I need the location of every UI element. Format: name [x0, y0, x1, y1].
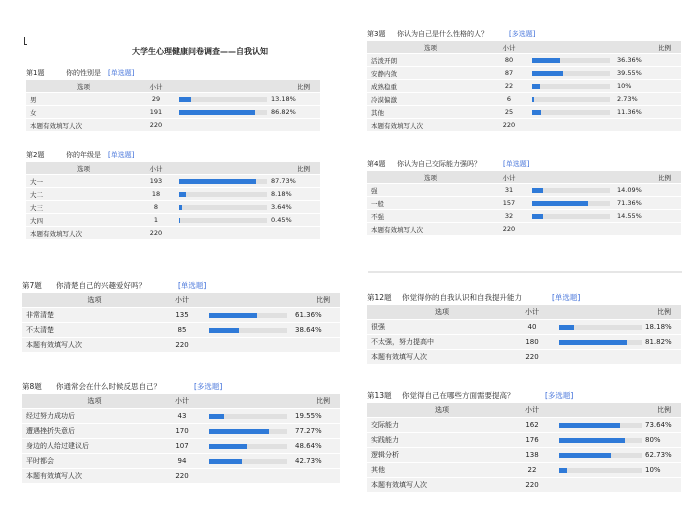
table-row: [22, 424, 340, 439]
progress-fill: [209, 414, 224, 419]
percent-label: 42.73%: [295, 457, 322, 465]
option-count: 1: [141, 214, 171, 227]
option-count: 170: [167, 424, 197, 439]
table-row: [22, 323, 340, 338]
progress-bar: [209, 429, 287, 434]
percent-label: 61.36%: [295, 311, 322, 319]
progress-bar: [179, 205, 267, 210]
progress-bar: [532, 58, 610, 63]
result-table: [26, 80, 320, 132]
percent-label: 62.73%: [645, 451, 672, 459]
question-type-tag: [单选题]: [108, 69, 135, 77]
cursor-mark: [24, 37, 27, 45]
header-option: 选项: [22, 394, 167, 409]
header-count: 小计: [167, 293, 197, 308]
ratio-cell: [171, 188, 320, 201]
progress-fill: [179, 97, 191, 102]
result-table: [367, 41, 681, 132]
header-option: 选项: [367, 41, 494, 54]
question-header: [22, 277, 340, 293]
table-row: [26, 188, 320, 201]
ratio-cell: [524, 184, 681, 197]
table-row: [22, 308, 340, 323]
header-option: 选项: [26, 162, 141, 175]
option-count: 180: [517, 335, 547, 350]
progress-fill: [532, 71, 563, 76]
option-label: 大三: [26, 201, 141, 214]
total-empty: [197, 469, 340, 484]
question-type-tag: [多选题]: [509, 30, 536, 38]
result-table: [22, 293, 340, 353]
table-row: [367, 197, 681, 210]
progress-bar: [532, 201, 610, 206]
ratio-cell: [171, 93, 320, 106]
total-empty: [524, 223, 681, 236]
option-count: 18: [141, 188, 171, 201]
header-option: 选项: [367, 305, 517, 320]
progress-bar: [532, 110, 610, 115]
question-number: 第4题: [367, 160, 386, 168]
table-row: [367, 93, 681, 106]
percent-label: 10%: [617, 82, 632, 90]
total-row: [22, 338, 340, 353]
header-option: 选项: [22, 293, 167, 308]
progress-fill: [532, 110, 541, 115]
total-empty: [547, 350, 681, 365]
table-row: [367, 210, 681, 223]
header-ratio: 比例: [524, 171, 681, 184]
ratio-cell: [197, 409, 340, 424]
ratio-cell: [524, 197, 681, 210]
option-count: 25: [494, 106, 524, 119]
option-label: 交际能力: [367, 418, 517, 433]
progress-bar: [209, 444, 287, 449]
question-text: 你清楚自己的兴趣爱好吗？: [56, 281, 146, 290]
question-1-panel: [26, 66, 320, 132]
total-count: 220: [517, 478, 547, 493]
table-row: [367, 463, 681, 478]
table-header-row: [22, 293, 340, 308]
progress-bar: [559, 453, 642, 458]
option-count: 80: [494, 54, 524, 67]
total-row: [367, 223, 681, 236]
percent-label: 77.27%: [295, 427, 322, 435]
table-header-row: [367, 403, 681, 418]
progress-fill: [559, 468, 567, 473]
progress-bar: [532, 214, 610, 219]
progress-bar: [559, 438, 642, 443]
table-header-row: [22, 394, 340, 409]
progress-fill: [179, 192, 186, 197]
result-table: [367, 305, 681, 365]
question-type-tag: [单选题]: [552, 293, 581, 302]
header-ratio: 比例: [197, 293, 340, 308]
header-ratio: 比例: [171, 162, 320, 175]
question-text: 你认为自己是什么性格的人？: [397, 30, 488, 38]
question-header: [367, 27, 681, 41]
progress-fill: [209, 459, 242, 464]
ratio-cell: [171, 214, 320, 227]
question-number: 第13题: [367, 391, 392, 400]
table-row: [367, 418, 681, 433]
total-empty: [171, 119, 320, 132]
question-type-tag: [多选题]: [194, 382, 223, 391]
table-header-row: [367, 41, 681, 54]
progress-fill: [209, 444, 247, 449]
total-label: 本题有效填写人次: [367, 478, 517, 493]
percent-label: 38.64%: [295, 326, 322, 334]
table-row: [367, 184, 681, 197]
progress-bar: [179, 218, 267, 223]
question-text: 你认为自己交际能力强吗？: [397, 160, 481, 168]
ratio-cell: [197, 308, 340, 323]
progress-fill: [532, 97, 534, 102]
question-number: 第2题: [26, 151, 45, 159]
progress-bar: [179, 110, 267, 115]
total-row: [26, 227, 320, 240]
progress-bar: [209, 459, 287, 464]
percent-label: 0.45%: [271, 216, 292, 224]
option-label: 一般: [367, 197, 494, 210]
option-label: 大一: [26, 175, 141, 188]
option-count: 94: [167, 454, 197, 469]
header-count: 小计: [494, 41, 524, 54]
option-count: 107: [167, 439, 197, 454]
percent-label: 2.73%: [617, 95, 638, 103]
progress-bar: [559, 468, 642, 473]
total-label: 本题有效填写人次: [26, 119, 141, 132]
total-count: 220: [167, 469, 197, 484]
progress-bar: [209, 328, 287, 333]
ratio-cell: [524, 54, 681, 67]
table-row: [22, 409, 340, 424]
question-type-tag: [单选题]: [108, 151, 135, 159]
option-count: 87: [494, 67, 524, 80]
percent-label: 13.18%: [271, 95, 296, 103]
total-label: 本题有效填写人次: [22, 469, 167, 484]
option-label: 安静内敛: [367, 67, 494, 80]
question-number: 第8题: [22, 382, 42, 391]
option-count: 40: [517, 320, 547, 335]
question-text: 你的年级是: [66, 151, 101, 159]
table-row: [26, 106, 320, 119]
question-header: [367, 387, 681, 403]
ratio-cell: [524, 106, 681, 119]
percent-label: 71.36%: [617, 199, 642, 207]
option-label: 身边的人给过建议后: [22, 439, 167, 454]
progress-fill: [209, 313, 257, 318]
option-count: 191: [141, 106, 171, 119]
progress-fill: [179, 179, 256, 184]
option-label: 其他: [367, 106, 494, 119]
progress-fill: [559, 453, 611, 458]
question-number: 第7题: [22, 281, 42, 290]
table-header-row: [26, 80, 320, 93]
ratio-cell: [524, 80, 681, 93]
ratio-cell: [547, 335, 681, 350]
option-label: 大二: [26, 188, 141, 201]
total-label: 本题有效填写人次: [367, 119, 494, 132]
percent-label: 3.64%: [271, 203, 292, 211]
ratio-cell: [524, 210, 681, 223]
table-row: [26, 175, 320, 188]
option-label: 强: [367, 184, 494, 197]
header-ratio: 比例: [171, 80, 320, 93]
total-row: [367, 478, 681, 493]
ratio-cell: [197, 454, 340, 469]
header-option: 选项: [367, 403, 517, 418]
progress-bar: [209, 414, 287, 419]
option-label: 不太强，努力提高中: [367, 335, 517, 350]
question-13-panel: [367, 387, 681, 493]
question-header: [26, 148, 320, 162]
question-12-panel: [367, 289, 681, 365]
progress-bar: [532, 71, 610, 76]
total-count: 220: [167, 338, 197, 353]
total-label: 本题有效填写人次: [26, 227, 141, 240]
total-count: 220: [517, 350, 547, 365]
total-empty: [547, 478, 681, 493]
progress-bar: [532, 84, 610, 89]
percent-label: 19.55%: [295, 412, 322, 420]
total-empty: [197, 338, 340, 353]
total-count: 220: [494, 119, 524, 132]
question-type-tag: [单选题]: [503, 160, 530, 168]
option-label: 女: [26, 106, 141, 119]
result-table: [26, 162, 320, 240]
question-number: 第1题: [26, 69, 45, 77]
total-row: [22, 469, 340, 484]
header-option: 选项: [367, 171, 494, 184]
total-empty: [171, 227, 320, 240]
header-ratio: 比例: [547, 403, 681, 418]
result-table: [367, 171, 681, 236]
percent-label: 14.55%: [617, 212, 642, 220]
percent-label: 80%: [645, 436, 661, 444]
header-ratio: 比例: [197, 394, 340, 409]
progress-fill: [559, 325, 574, 330]
question-4-panel: [367, 157, 681, 236]
ratio-cell: [171, 175, 320, 188]
question-type-tag: [单选题]: [178, 281, 207, 290]
progress-fill: [209, 429, 269, 434]
option-count: 22: [517, 463, 547, 478]
table-row: [367, 67, 681, 80]
option-label: 大四: [26, 214, 141, 227]
total-label: 本题有效填写人次: [367, 223, 494, 236]
option-label: 经过努力成功后: [22, 409, 167, 424]
header-option: 选项: [26, 80, 141, 93]
table-row: [367, 54, 681, 67]
progress-fill: [532, 58, 560, 63]
result-table: [22, 394, 340, 484]
option-label: 逻辑分析: [367, 448, 517, 463]
total-label: 本题有效填写人次: [367, 350, 517, 365]
table-row: [26, 214, 320, 227]
option-count: 31: [494, 184, 524, 197]
table-row: [367, 335, 681, 350]
progress-bar: [532, 97, 610, 102]
table-row: [367, 80, 681, 93]
table-row: [26, 201, 320, 214]
total-row: [367, 350, 681, 365]
ratio-cell: [547, 463, 681, 478]
option-count: 193: [141, 175, 171, 188]
progress-fill: [532, 84, 540, 89]
percent-label: 36.36%: [617, 56, 642, 64]
table-row: [26, 93, 320, 106]
question-number: 第3题: [367, 30, 386, 38]
header-count: 小计: [494, 171, 524, 184]
progress-bar: [559, 423, 642, 428]
question-text: 你觉得你的自我认识和自我提升能力: [402, 293, 522, 302]
option-label: 男: [26, 93, 141, 106]
percent-label: 81.82%: [645, 338, 672, 346]
ratio-cell: [547, 418, 681, 433]
question-8-panel: [22, 378, 340, 484]
header-count: 小计: [517, 403, 547, 418]
table-row: [367, 320, 681, 335]
total-count: 220: [141, 119, 171, 132]
progress-fill: [532, 214, 543, 219]
total-row: [367, 119, 681, 132]
question-header: [22, 378, 340, 394]
option-count: 135: [167, 308, 197, 323]
option-count: 162: [517, 418, 547, 433]
progress-bar: [179, 97, 267, 102]
ratio-cell: [197, 323, 340, 338]
ratio-cell: [547, 448, 681, 463]
progress-fill: [179, 205, 182, 210]
table-row: [367, 433, 681, 448]
table-row: [367, 106, 681, 119]
percent-label: 18.18%: [645, 323, 672, 331]
question-text: 你通常会在什么时候反思自己？: [56, 382, 161, 391]
progress-fill: [532, 201, 588, 206]
total-count: 220: [141, 227, 171, 240]
question-header: [367, 289, 681, 305]
ratio-cell: [197, 424, 340, 439]
header-ratio: 比例: [524, 41, 681, 54]
table-row: [22, 454, 340, 469]
ratio-cell: [524, 67, 681, 80]
progress-fill: [532, 188, 543, 193]
option-label: 很强: [367, 320, 517, 335]
progress-bar: [559, 340, 642, 345]
percent-label: 11.36%: [617, 108, 642, 116]
option-count: 43: [167, 409, 197, 424]
option-label: 遭遇挫折失意后: [22, 424, 167, 439]
total-label: 本题有效填写人次: [22, 338, 167, 353]
question-text: 你的性别是: [66, 69, 101, 77]
option-count: 176: [517, 433, 547, 448]
progress-fill: [559, 438, 625, 443]
table-row: [22, 439, 340, 454]
question-number: 第12题: [367, 293, 392, 302]
question-2-panel: [26, 148, 320, 240]
document-title: 大学生心理健康问卷调查——自我认知: [132, 47, 268, 56]
progress-fill: [559, 423, 620, 428]
total-empty: [524, 119, 681, 132]
percent-label: 48.64%: [295, 442, 322, 450]
question-7-panel: [22, 277, 340, 353]
table-header-row: [26, 162, 320, 175]
total-row: [26, 119, 320, 132]
ratio-cell: [547, 320, 681, 335]
ratio-cell: [171, 201, 320, 214]
header-count: 小计: [141, 162, 171, 175]
table-row: [367, 448, 681, 463]
ratio-cell: [197, 439, 340, 454]
header-count: 小计: [167, 394, 197, 409]
progress-fill: [179, 110, 255, 115]
ratio-cell: [171, 106, 320, 119]
percent-label: 8.18%: [271, 190, 292, 198]
header-count: 小计: [141, 80, 171, 93]
progress-bar: [209, 313, 287, 318]
option-label: 活泼开朗: [367, 54, 494, 67]
total-count: 220: [494, 223, 524, 236]
option-label: 平时都会: [22, 454, 167, 469]
percent-label: 39.55%: [617, 69, 642, 77]
question-text: 你觉得自己在哪些方面需要提高？: [402, 391, 515, 400]
option-count: 138: [517, 448, 547, 463]
percent-label: 86.82%: [271, 108, 296, 116]
progress-fill: [209, 328, 239, 333]
percent-label: 14.09%: [617, 186, 642, 194]
option-count: 157: [494, 197, 524, 210]
percent-label: 10%: [645, 466, 661, 474]
table-header-row: [367, 171, 681, 184]
header-ratio: 比例: [547, 305, 681, 320]
header-count: 小计: [517, 305, 547, 320]
ratio-cell: [547, 433, 681, 448]
table-header-row: [367, 305, 681, 320]
option-label: 冷漠偏激: [367, 93, 494, 106]
option-label: 非常清楚: [22, 308, 167, 323]
option-label: 其他: [367, 463, 517, 478]
section-divider: [368, 271, 682, 273]
option-count: 32: [494, 210, 524, 223]
question-header: [367, 157, 681, 171]
ratio-cell: [524, 93, 681, 106]
option-count: 29: [141, 93, 171, 106]
option-count: 8: [141, 201, 171, 214]
progress-fill: [559, 340, 627, 345]
question-header: [26, 66, 320, 80]
option-label: 不强: [367, 210, 494, 223]
option-count: 85: [167, 323, 197, 338]
question-type-tag: [多选题]: [545, 391, 574, 400]
percent-label: 87.73%: [271, 177, 296, 185]
option-label: 不太清楚: [22, 323, 167, 338]
option-count: 22: [494, 80, 524, 93]
progress-bar: [532, 188, 610, 193]
progress-bar: [179, 179, 267, 184]
result-table: [367, 403, 681, 493]
question-3-panel: [367, 27, 681, 132]
progress-bar: [559, 325, 642, 330]
percent-label: 73.64%: [645, 421, 672, 429]
progress-bar: [179, 192, 267, 197]
option-label: 实践能力: [367, 433, 517, 448]
option-label: 成熟稳重: [367, 80, 494, 93]
option-count: 6: [494, 93, 524, 106]
